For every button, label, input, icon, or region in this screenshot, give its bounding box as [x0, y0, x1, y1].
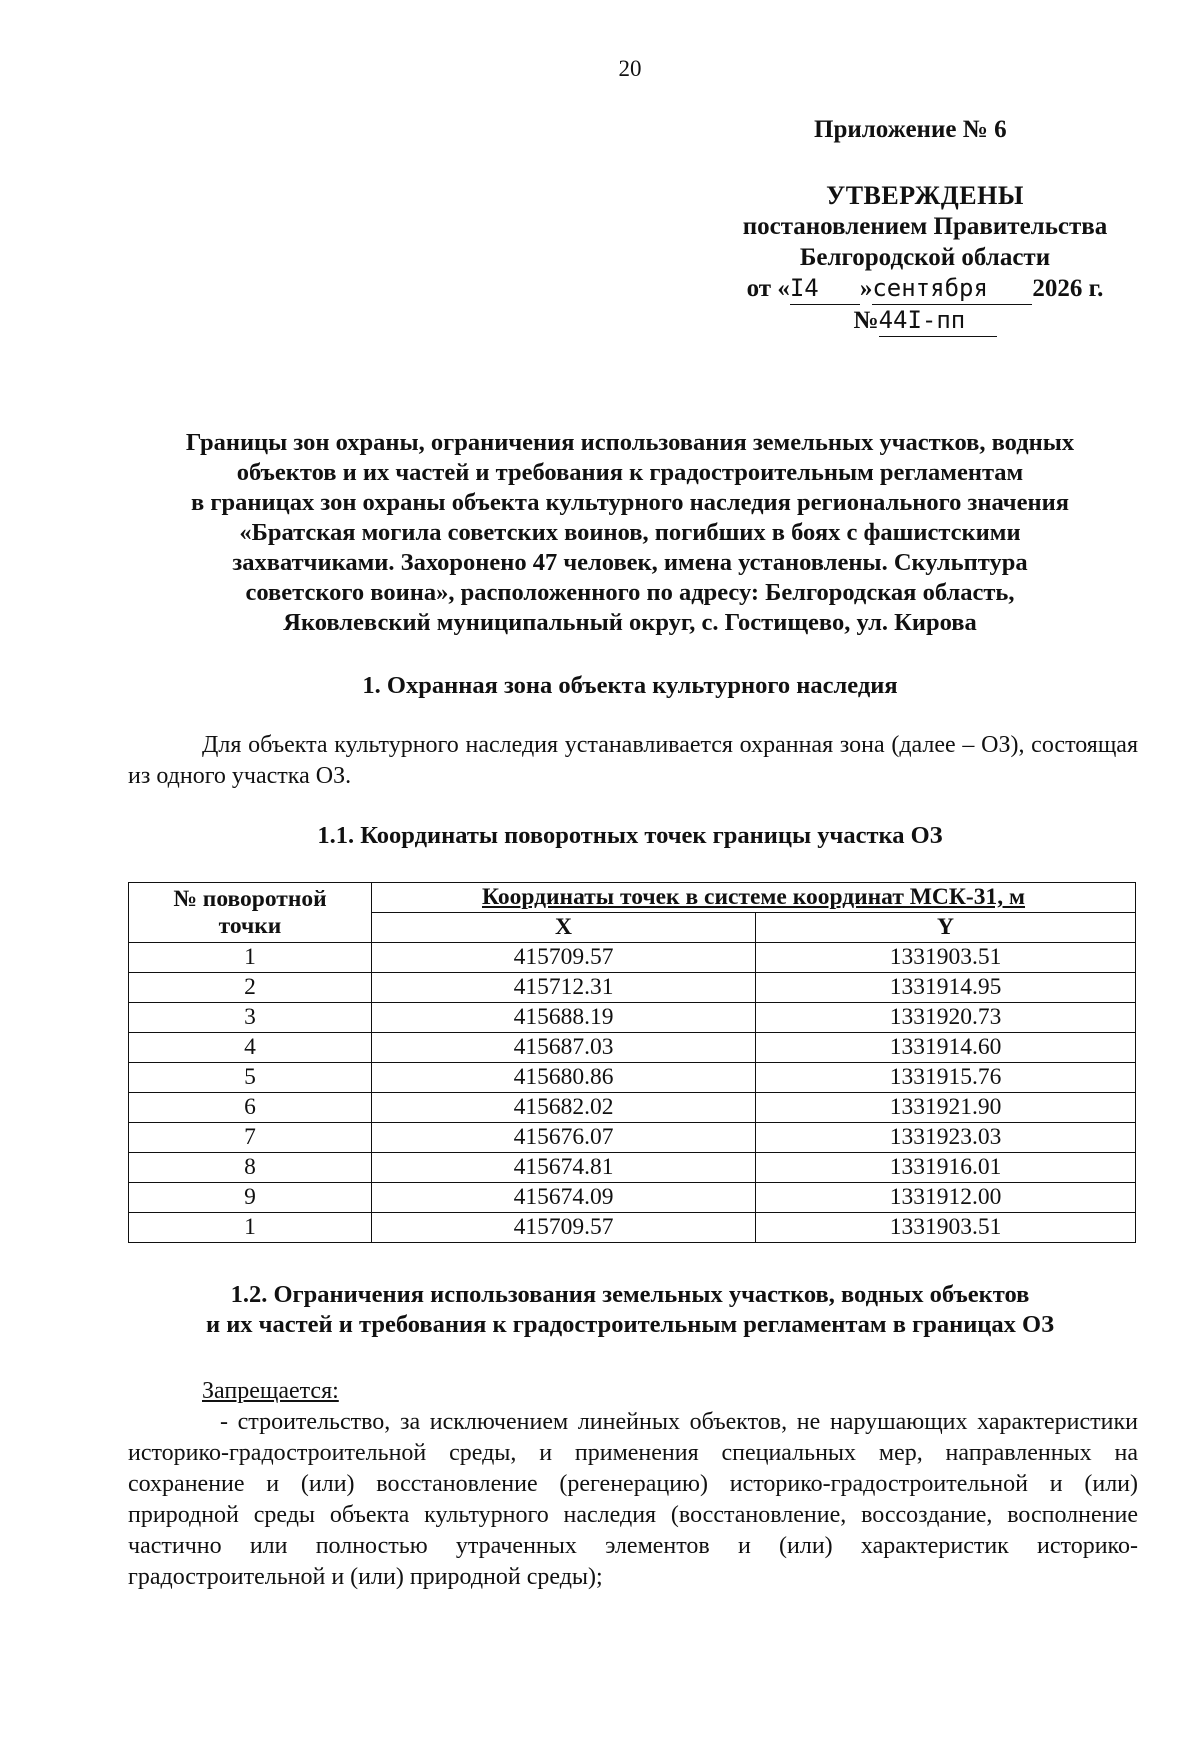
y-header: Y [756, 913, 1136, 943]
title-line: советского воина», расположенного по адресу: Белгородская область, [245, 579, 1015, 606]
y-value: 1331914.95 [756, 973, 1136, 1003]
point-number: 6 [129, 1093, 372, 1123]
coordinates-header-text: Координаты точек в системе координат МСК-31, м [481, 884, 1026, 910]
approval-block [690, 180, 1160, 337]
point-header-line-2: точки [218, 912, 282, 939]
table-row [129, 1033, 1136, 1063]
point-number: 1 [129, 943, 372, 973]
x-value: 415687.03 [372, 1033, 756, 1063]
decree-line-1: постановлением Правительства [742, 213, 1108, 240]
title-line: захватчиками. Захоронено 47 человек, имена установлены. Скульптура [232, 549, 1028, 576]
x-value: 415674.09 [372, 1183, 756, 1213]
y-value: 1331916.01 [756, 1153, 1136, 1183]
y-value: 1331914.60 [756, 1033, 1136, 1063]
title-line: в границах зон охраны объекта культурного наследия регионального значения [191, 489, 1069, 516]
y-value: 1331920.73 [756, 1003, 1136, 1033]
approved-heading: УТВЕРЖДЕНЫ [826, 181, 1024, 210]
table-row [129, 943, 1136, 973]
coordinates-header [372, 883, 1136, 913]
x-value: 415709.57 [372, 943, 756, 973]
intro-paragraph: Для объекта культурного наследия устанавливается охранная зона (далее – ОЗ), состоящая из одного участка ОЗ. [128, 732, 1138, 789]
restrictions-block [128, 1376, 1138, 1593]
section-1-2-heading [120, 1280, 1140, 1340]
y-value: 1331903.51 [756, 1213, 1136, 1243]
y-value: 1331915.76 [756, 1063, 1136, 1093]
point-number: 5 [129, 1063, 372, 1093]
point-number: 1 [129, 1213, 372, 1243]
x-value: 415676.07 [372, 1123, 756, 1153]
point-number: 9 [129, 1183, 372, 1213]
table-row [129, 1183, 1136, 1213]
table-row [129, 1003, 1136, 1033]
section-1-2-heading-line-2: и их частей и требования к градостроительным регламентам в границах ОЗ [205, 1311, 1055, 1338]
title-line: Яковлевский муниципальный округ, с. Гостищево, ул. Кирова [283, 609, 977, 636]
table-row [129, 1093, 1136, 1123]
point-number: 3 [129, 1003, 372, 1033]
table-row [129, 1213, 1136, 1243]
title-line: объектов и их частей и требования к градостроительным регламентам [236, 459, 1024, 486]
section-1-2-heading-line-1: 1.2. Ограничения использования земельных участков, водных объектов [230, 1281, 1030, 1308]
y-value: 1331923.03 [756, 1123, 1136, 1153]
table-row [129, 1123, 1136, 1153]
decree-line-2: Белгородской области [799, 244, 1051, 271]
table-row [129, 973, 1136, 1003]
table-header-row [129, 883, 1136, 913]
section-1-1-heading: 1.1. Координаты поворотных точек границы участка ОЗ [317, 822, 943, 849]
date-day: I4 [790, 273, 860, 305]
coordinates-table [128, 882, 1136, 1243]
x-value: 415712.31 [372, 973, 756, 1003]
x-value: 415709.57 [372, 1213, 756, 1243]
section-1-intro [128, 730, 1138, 792]
date-prefix: от « [746, 275, 790, 302]
forbidden-label: Запрещается: [202, 1378, 339, 1404]
decree-date [690, 273, 1160, 305]
point-number-header [129, 883, 372, 943]
number-prefix: № [853, 307, 879, 334]
appendix-label: Приложение № 6 [814, 116, 1007, 143]
x-value: 415688.19 [372, 1003, 756, 1033]
y-value: 1331912.00 [756, 1183, 1136, 1213]
section-1-heading: 1. Охранная зона объекта культурного наследия [362, 672, 898, 699]
number-value: 44I-пп [879, 305, 997, 337]
date-month: сентября [872, 273, 1032, 305]
point-number: 2 [129, 973, 372, 1003]
document-title [120, 428, 1140, 638]
date-quote: » [859, 275, 873, 302]
x-value: 415680.86 [372, 1063, 756, 1093]
title-line: «Братская могила советских воинов, погибших в боях с фашистскими [239, 519, 1021, 546]
decree-number [690, 305, 1160, 337]
page-number: 20 [618, 56, 642, 81]
table-row [129, 1153, 1136, 1183]
x-value: 415682.02 [372, 1093, 756, 1123]
y-value: 1331921.90 [756, 1093, 1136, 1123]
point-number: 8 [129, 1153, 372, 1183]
y-value: 1331903.51 [756, 943, 1136, 973]
x-value: 415674.81 [372, 1153, 756, 1183]
point-number: 7 [129, 1123, 372, 1153]
date-year: 2026 г. [1032, 275, 1104, 302]
title-line: Границы зон охраны, ограничения использования земельных участков, водных [185, 429, 1075, 456]
restriction-item: - строительство, за исключением линейных объектов, не нарушающих характеристики историко-градостроительной среды, и применения специальных мер, направленных на сохранение и (или) восстановление (регенерацию) историко-градостроительной и (или) природной среды объекта культурного наследия (восстановление, воссоздание, восполнение частично или полностью утраченных элементов и (или) характеристик историко-градостроительной и (или) природной среды); [128, 1409, 1138, 1590]
point-number: 4 [129, 1033, 372, 1063]
table-row [129, 1063, 1136, 1093]
point-header-line-1: № поворотной [173, 885, 327, 912]
x-header: X [372, 913, 756, 943]
